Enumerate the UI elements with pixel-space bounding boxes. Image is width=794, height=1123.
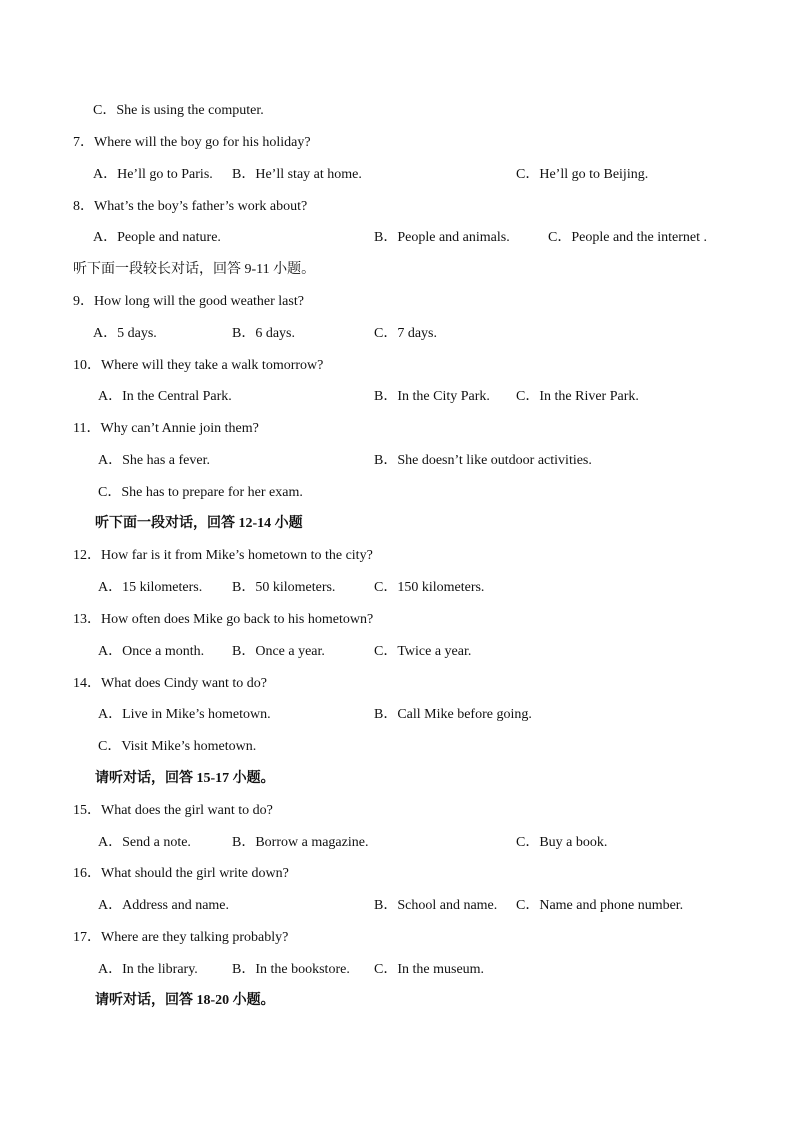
section-heading-15-17: 请听对话，回答 15-17 小题。 (95, 771, 275, 786)
q13-option-c: C．Twice a year. (374, 644, 472, 659)
q11-question: 11．Why can’t Annie join them? (73, 421, 259, 436)
q6-option-c: C．She is using the computer. (93, 103, 264, 118)
q15-option-a: A．Send a note. (98, 835, 191, 850)
section-heading-9-11: 听下面一段较长对话，回答 9-11 小题。 (73, 262, 316, 277)
q16-option-b: B．School and name. (374, 898, 498, 913)
q9-option-a: A．5 days. (93, 326, 157, 341)
q12-option-b: B．50 kilometers. (232, 580, 336, 595)
q8-question: 8．What’s the boy’s father’s work about? (73, 199, 308, 214)
q9-option-b: B．6 days. (232, 326, 295, 341)
q16-option-a: A．Address and name. (98, 898, 230, 913)
q16-question: 16．What should the girl write down? (73, 866, 289, 881)
q12-option-c: C．150 kilometers. (374, 580, 485, 595)
q13-option-b: B．Once a year. (232, 644, 325, 659)
q8-option-a: A．People and nature. (93, 230, 221, 245)
q15-option-c: C．Buy a book. (516, 835, 608, 850)
q12-question: 12．How far is it from Mike’s hometown to the city? (73, 548, 373, 563)
q17-option-a: A．In the library. (98, 962, 198, 977)
q12-option-a: A．15 kilometers. (98, 580, 203, 595)
q8-option-c: C．People and the internet . (548, 230, 708, 245)
q11-option-c: C．She has to prepare for her exam. (98, 485, 303, 500)
q17-option-c: C．In the museum. (374, 962, 485, 977)
section-heading-12-14: 听下面一段对话，回答 12-14 小题 (95, 516, 303, 531)
q17-option-b: B．In the bookstore. (232, 962, 350, 977)
q16-option-c: C．Name and phone number. (516, 898, 684, 913)
q10-option-b: B．In the City Park. (374, 389, 490, 404)
q9-question: 9．How long will the good weather last? (73, 294, 304, 309)
q17-question: 17．Where are they talking probably? (73, 930, 289, 945)
q7-question: 7．Where will the boy go for his holiday? (73, 135, 311, 150)
q15-option-b: B．Borrow a magazine. (232, 835, 369, 850)
q7-option-a: A．He’ll go to Paris. (93, 167, 213, 182)
q7-option-c: C．He’ll go to Beijing. (516, 167, 649, 182)
q14-question: 14．What does Cindy want to do? (73, 676, 268, 691)
q14-option-a: A．Live in Mike’s hometown. (98, 707, 271, 722)
q11-option-b: B．She doesn’t like outdoor activities. (374, 453, 592, 468)
q13-option-a: A．Once a month. (98, 644, 205, 659)
q10-option-c: C．In the River Park. (516, 389, 639, 404)
q10-question: 10．Where will they take a walk tomorrow? (73, 358, 324, 373)
section-heading-18-20: 请听对话，回答 18-20 小题。 (95, 993, 275, 1008)
q9-option-c: C．7 days. (374, 326, 437, 341)
q14-option-b: B．Call Mike before going. (374, 707, 532, 722)
q8-option-b: B．People and animals. (374, 230, 510, 245)
q7-option-b: B．He’ll stay at home. (232, 167, 362, 182)
q13-question: 13．How often does Mike go back to his hometown? (73, 612, 374, 627)
q11-option-a: A．She has a fever. (98, 453, 210, 468)
q14-option-c: C．Visit Mike’s hometown. (98, 739, 257, 754)
q10-option-a: A．In the Central Park. (98, 389, 232, 404)
q15-question: 15．What does the girl want to do? (73, 803, 273, 818)
